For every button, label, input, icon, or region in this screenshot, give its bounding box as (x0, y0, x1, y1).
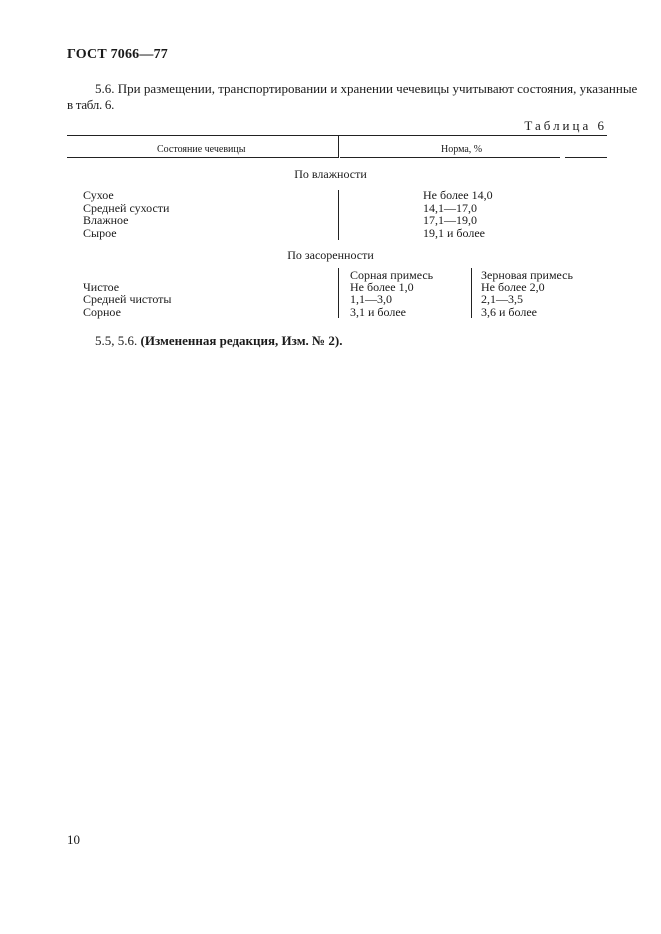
document-code: ГОСТ 7066—77 (67, 47, 168, 62)
column-header-norm: Норма, % (441, 144, 483, 155)
amendment-note-prefix: 5.5, 5.6. (95, 333, 141, 348)
amendment-note-bold: (Измененная редакция, Изм. № 2). (140, 333, 343, 348)
contamination-row-weed: 3,1 и более (350, 305, 407, 319)
contamination-divider-right (471, 268, 472, 318)
paragraph-line-1: 5.6. При размещении, транспортировании и хранении чечевицы учитывают состояния, указанные (95, 81, 638, 96)
table-header-rule-right (340, 157, 560, 158)
table-caption: Таблица 6 (524, 118, 607, 133)
page-number: 10 (67, 832, 80, 847)
table-header-rule-tail (565, 157, 607, 158)
column-header-state: Состояние чечевицы (157, 144, 246, 155)
contamination-divider-left (338, 268, 339, 318)
contamination-row-weed: 1,1—3,0 (350, 292, 392, 306)
contamination-row-state: Средней чистоты (83, 292, 172, 306)
contamination-row-state: Сорное (83, 305, 121, 319)
moisture-row-state: Сырое (83, 226, 117, 240)
moisture-row-value: 14,1—17,0 (423, 201, 477, 215)
contamination-row-grain: Не более 2,0 (481, 280, 545, 294)
contamination-row-state: Чистое (83, 280, 120, 294)
paragraph-line-2: в табл. 6. (67, 97, 115, 112)
moisture-row-state: Средней сухости (83, 201, 170, 215)
moisture-row-value: 17,1—19,0 (423, 213, 477, 227)
contamination-row-grain: 3,6 и более (481, 305, 538, 319)
moisture-divider (338, 190, 339, 240)
section-title-contamination: По засоренности (287, 248, 374, 262)
moisture-row-state: Сухое (83, 188, 114, 202)
contamination-row-weed: Не более 1,0 (350, 280, 414, 294)
table-top-rule (67, 135, 607, 136)
moisture-row-state: Влажное (83, 213, 129, 227)
section-title-moisture: По влажности (294, 167, 367, 181)
subheader-grain-impurity: Зерновая примесь (481, 268, 573, 282)
moisture-row-value: Не более 14,0 (423, 188, 493, 202)
subheader-weed-impurity: Сорная примесь (350, 268, 434, 282)
contamination-row-grain: 2,1—3,5 (481, 292, 523, 306)
table-header-divider (338, 136, 339, 158)
table-header-rule (67, 157, 339, 158)
amendment-note (95, 333, 342, 349)
moisture-row-value: 19,1 и более (423, 226, 486, 240)
